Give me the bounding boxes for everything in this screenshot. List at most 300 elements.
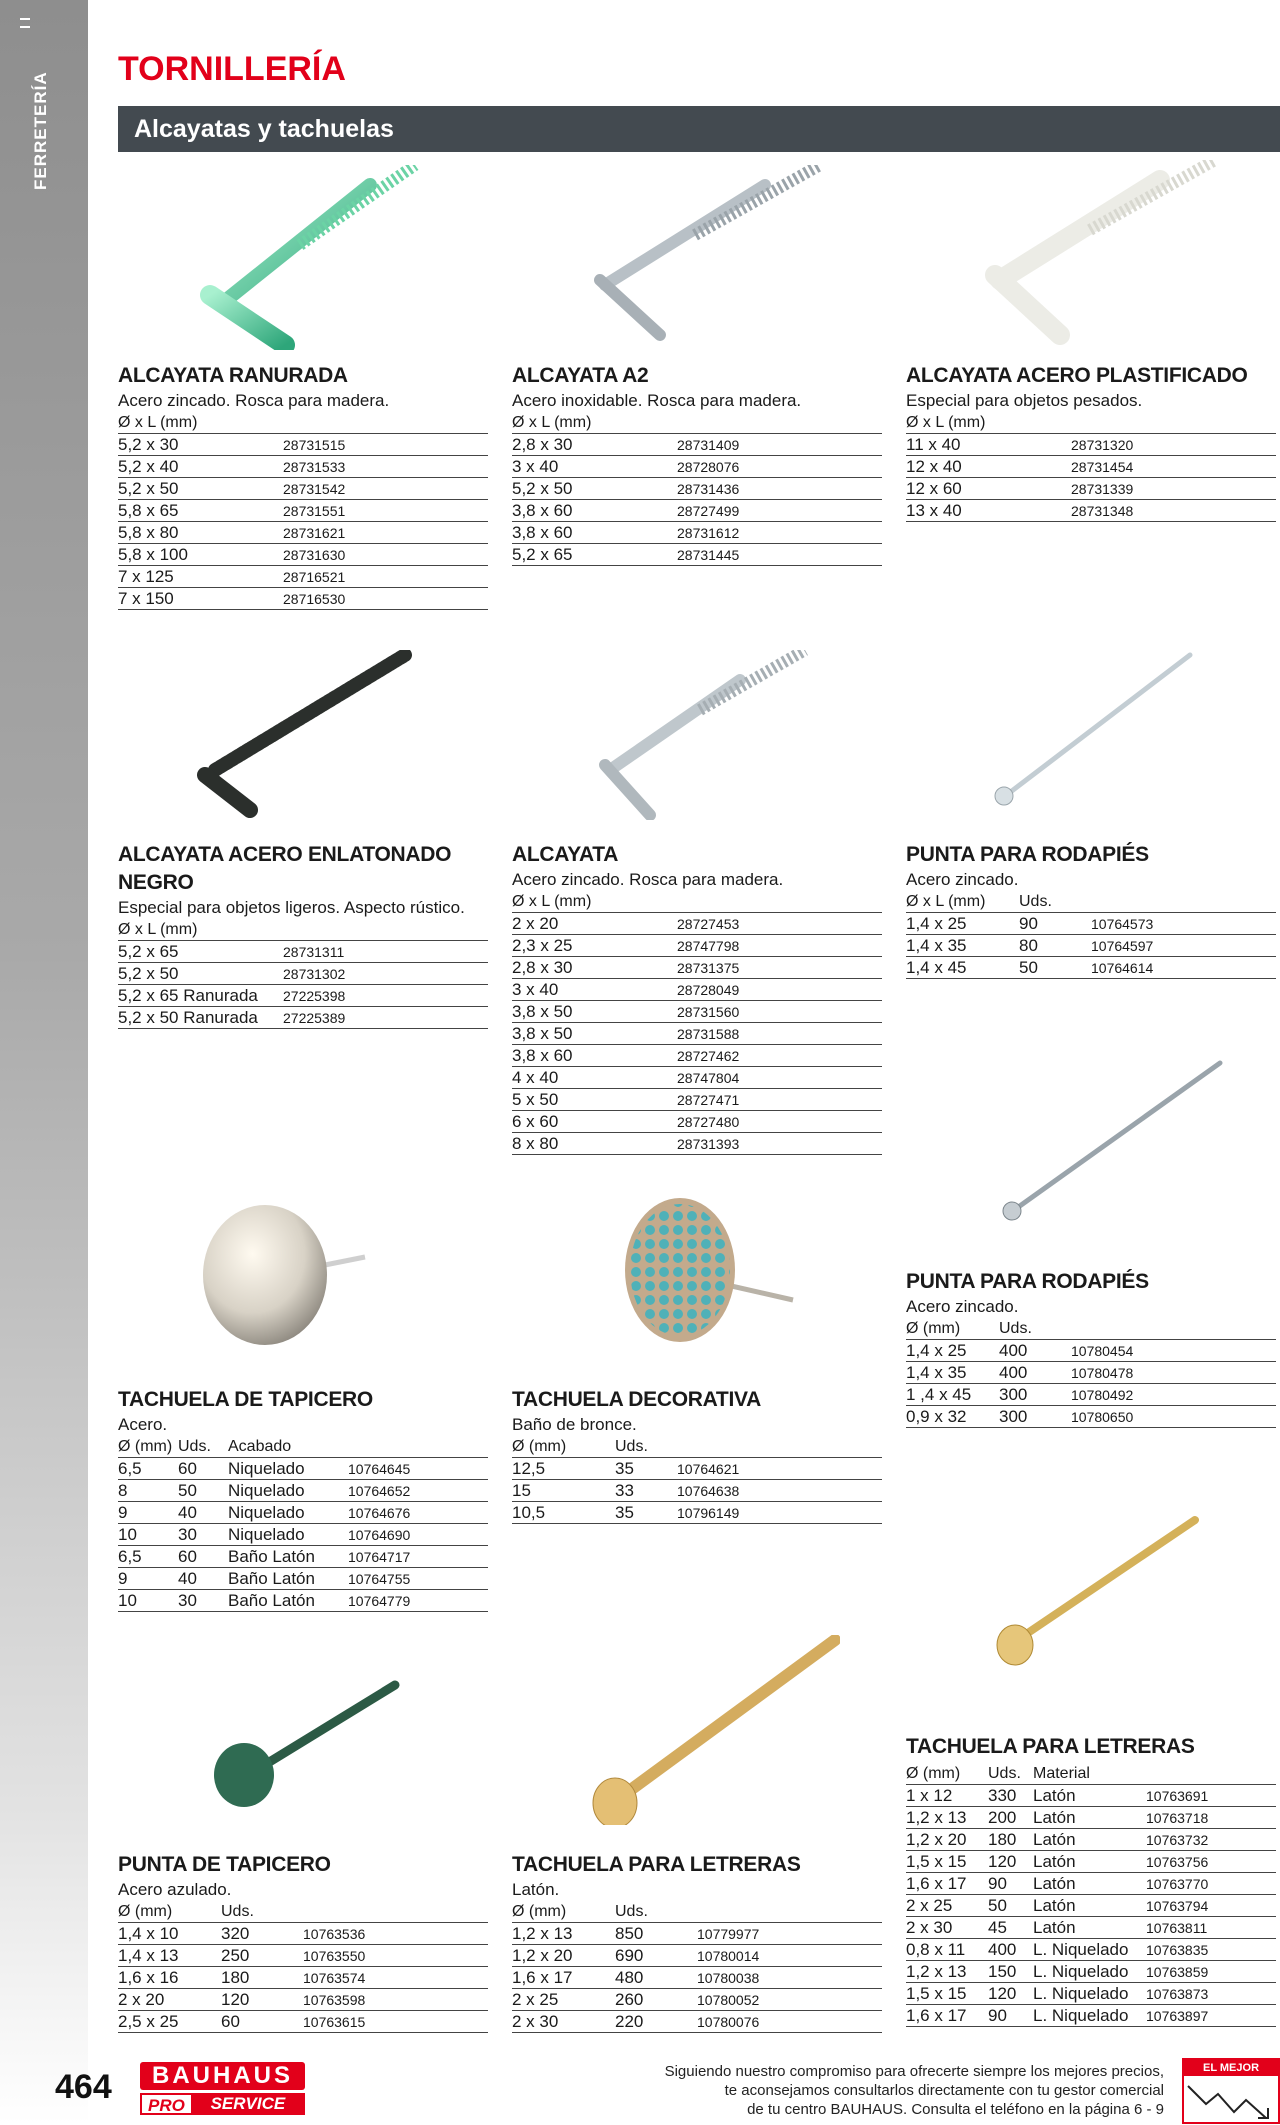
product-desc: Acero zincado.: [906, 1297, 1019, 1316]
spec-cell: 3,8 x 50: [512, 1001, 677, 1023]
spec-cell: Niquelado: [228, 1524, 348, 1546]
product-title: ALCAYATA RANURADA: [118, 364, 348, 387]
article-code: 10764676: [348, 1502, 488, 1524]
spec-cell: 45: [988, 1917, 1033, 1939]
black-hook-image: [195, 650, 425, 820]
table-header: [512, 1901, 882, 1923]
spec-cell: Baño Latón: [228, 1546, 348, 1568]
spec-table: [118, 1436, 488, 1612]
product-title: PUNTA DE TAPICERO: [118, 1853, 331, 1876]
spec-cell: 2 x 20: [118, 1989, 221, 2011]
spec-cell: 9: [118, 1568, 178, 1590]
article-code: 28731302: [283, 963, 488, 985]
spec-cell: 2 x 30: [906, 1917, 988, 1939]
article-code: 28731612: [677, 522, 882, 544]
article-code: 10763859: [1146, 1961, 1276, 1983]
spec-cell: 5,2 x 40: [118, 456, 283, 478]
table-row: [512, 979, 882, 1001]
spec-table: [512, 891, 882, 1155]
article-code: 28731409: [677, 434, 882, 456]
table-row: [118, 1945, 488, 1967]
section-title: Alcayatas y tachuelas: [134, 115, 394, 143]
article-code: 28728076: [677, 456, 882, 478]
spec-cell: 120: [988, 1983, 1033, 2005]
spec-cell: 6 x 60: [512, 1111, 677, 1133]
baseboard-nail-2-image: [995, 1058, 1225, 1233]
spec-table: [906, 1763, 1276, 2027]
column-header: Uds.: [221, 1901, 303, 1923]
spec-cell: 1,2 x 13: [906, 1807, 988, 1829]
spec-cell: 400: [999, 1340, 1071, 1362]
table-row: [512, 913, 882, 935]
article-code: 10764779: [348, 1590, 488, 1612]
article-code: 28727471: [677, 1089, 882, 1111]
spec-cell: 1,4 x 35: [906, 1362, 999, 1384]
column-header: Uds.: [999, 1318, 1071, 1340]
spec-cell: 2 x 25: [512, 1989, 615, 2011]
article-code: 28731339: [1071, 478, 1276, 500]
spec-cell: 2,8 x 30: [512, 434, 677, 456]
product-desc: Acero azulado.: [118, 1880, 232, 1899]
spec-cell: 5,8 x 80: [118, 522, 283, 544]
table-row: [512, 1480, 882, 1502]
table-header: [906, 891, 1276, 913]
spec-cell: 180: [988, 1829, 1033, 1851]
column-header: Uds.: [615, 1436, 677, 1458]
article-code: 28747804: [677, 1067, 882, 1089]
spec-cell: 5,2 x 50: [118, 963, 283, 985]
column-header: Ø x L (mm): [512, 412, 677, 434]
article-code: 10764597: [1091, 935, 1276, 957]
product-title: PUNTA PARA RODAPIÉS: [906, 1270, 1149, 1293]
product-desc: Baño de bronce.: [512, 1415, 637, 1434]
note-line: Siguiendo nuestro compromiso para ofrecerte siempre los mejores precios,: [664, 2063, 1164, 2080]
table-row: [118, 1989, 488, 2011]
spec-cell: 1 x 12: [906, 1785, 988, 1807]
table-row: [118, 1967, 488, 1989]
section-header: [118, 106, 1280, 152]
column-header: Material: [1033, 1763, 1146, 1785]
column-header: Ø x L (mm): [512, 891, 677, 913]
badge-label: EL MEJOR PRECIO: [1184, 2060, 1278, 2076]
table-row: [512, 1945, 882, 1967]
table-row: [906, 1873, 1276, 1895]
column-header: [677, 891, 882, 913]
table-row: [906, 434, 1276, 456]
decorative-tack-image: [615, 1195, 795, 1355]
article-code: 10763794: [1146, 1895, 1276, 1917]
product-title: TACHUELA PARA LETRERAS: [512, 1853, 801, 1876]
spec-cell: 9: [118, 1502, 178, 1524]
table-row: [906, 1895, 1276, 1917]
spec-cell: 50: [178, 1480, 228, 1502]
side-strip: [0, 0, 88, 2124]
spec-cell: 50: [1019, 957, 1091, 979]
article-code: 28731560: [677, 1001, 882, 1023]
article-code: 28716521: [283, 566, 488, 588]
table-row: [906, 500, 1276, 522]
spec-cell: 320: [221, 1923, 303, 1945]
article-code: 28731348: [1071, 500, 1276, 522]
spec-cell: 1,6 x 17: [906, 2005, 988, 2027]
baseboard-nail-image: [990, 650, 1200, 815]
spec-cell: 2,3 x 25: [512, 935, 677, 957]
spec-cell: 5,2 x 65: [118, 941, 283, 963]
article-code: 10763550: [303, 1945, 488, 1967]
table-row: [512, 1967, 882, 1989]
article-code: 10780038: [697, 1967, 882, 1989]
note-line: de tu centro BAUHAUS. Consulta el teléfono en la página 6 - 9: [747, 2101, 1164, 2118]
column-header: [303, 1901, 488, 1923]
spec-cell: Niquelado: [228, 1480, 348, 1502]
spec-cell: 2 x 30: [512, 2011, 615, 2033]
table-row: [906, 1917, 1276, 1939]
column-header: Uds.: [988, 1763, 1033, 1785]
best-price-badge: [1182, 2058, 1280, 2124]
article-code: 28716530: [283, 588, 488, 610]
spec-cell: 400: [988, 1939, 1033, 1961]
article-code: 28727462: [677, 1045, 882, 1067]
spec-cell: 200: [988, 1807, 1033, 1829]
article-code: 10780478: [1071, 1362, 1276, 1384]
article-code: 10763811: [1146, 1917, 1276, 1939]
spec-cell: Baño Latón: [228, 1590, 348, 1612]
green-hook-image: [190, 165, 430, 350]
spec-cell: 7 x 150: [118, 588, 283, 610]
table-row: [512, 1458, 882, 1480]
spec-cell: 3,8 x 60: [512, 1045, 677, 1067]
column-header: Uds.: [1019, 891, 1091, 913]
spec-cell: L. Niquelado: [1033, 1983, 1146, 2005]
upholstery-tack-image: [200, 1195, 370, 1355]
table-row: [118, 1546, 488, 1568]
article-code: 28731588: [677, 1023, 882, 1045]
product-alcayata-ranurada: [118, 362, 488, 610]
article-code: 10779977: [697, 1923, 882, 1945]
product-alcayata: [512, 841, 882, 1155]
spec-cell: 60: [221, 2011, 303, 2033]
article-code: 10796149: [677, 1502, 882, 1524]
spec-cell: Latón: [1033, 1917, 1146, 1939]
plastic-hook-image: [980, 160, 1220, 350]
spec-cell: 1,2 x 20: [512, 1945, 615, 1967]
spec-cell: Niquelado: [228, 1458, 348, 1480]
spec-cell: 330: [988, 1785, 1033, 1807]
table-header: [512, 412, 882, 434]
table-row: [118, 2011, 488, 2033]
column-header: [677, 1436, 882, 1458]
table-row: [512, 957, 882, 979]
article-code: 27225398: [283, 985, 488, 1007]
spec-table: [906, 412, 1276, 522]
column-header: Ø x L (mm): [906, 412, 1071, 434]
column-header: Ø (mm): [118, 1901, 221, 1923]
product-desc: Especial para objetos pesados.: [906, 391, 1143, 410]
spec-cell: 2,8 x 30: [512, 957, 677, 979]
table-row: [512, 1502, 882, 1524]
article-code: 10763756: [1146, 1851, 1276, 1873]
article-code: 28727499: [677, 500, 882, 522]
spec-cell: 30: [178, 1524, 228, 1546]
table-header: [512, 891, 882, 913]
spec-cell: 2 x 25: [906, 1895, 988, 1917]
column-header: [1071, 1318, 1276, 1340]
column-header: Ø (mm): [512, 1901, 615, 1923]
table-row: [512, 500, 882, 522]
table-row: [118, 985, 488, 1007]
table-row: [906, 1983, 1276, 2005]
spec-cell: 4 x 40: [512, 1067, 677, 1089]
spec-cell: 260: [615, 1989, 697, 2011]
spec-cell: 5,2 x 50: [512, 478, 677, 500]
spec-cell: 80: [1019, 935, 1091, 957]
product-title: ALCAYATA A2: [512, 364, 649, 387]
spec-cell: 90: [1019, 913, 1091, 935]
spec-cell: Baño Latón: [228, 1568, 348, 1590]
spec-cell: Latón: [1033, 1851, 1146, 1873]
product-title: ALCAYATA: [512, 843, 619, 866]
article-code: 28731551: [283, 500, 488, 522]
article-code: 10764573: [1091, 913, 1276, 935]
product-alcayata-plastificado: [906, 362, 1276, 522]
table-row: [118, 963, 488, 985]
spec-cell: Niquelado: [228, 1502, 348, 1524]
table-row: [118, 1502, 488, 1524]
table-row: [118, 1458, 488, 1480]
table-row: [512, 1089, 882, 1111]
article-code: 10763598: [303, 1989, 488, 2011]
article-code: 10764755: [348, 1568, 488, 1590]
spec-cell: 15: [512, 1480, 615, 1502]
table-header: [906, 1318, 1276, 1340]
article-code: 10764645: [348, 1458, 488, 1480]
spec-cell: 8: [118, 1480, 178, 1502]
spec-cell: 33: [615, 1480, 677, 1502]
table-row: [512, 1045, 882, 1067]
product-tachuela-tapicero: [118, 1386, 488, 1612]
product-title: ALCAYATA ACERO ENLATONADO NEGRO: [118, 843, 452, 894]
spec-cell: 5 x 50: [512, 1089, 677, 1111]
table-row: [118, 1007, 488, 1029]
blue-upholstery-nail-image: [210, 1680, 400, 1810]
column-header: Ø x L (mm): [118, 919, 283, 941]
page-title: TORNILLERÍA: [118, 50, 346, 88]
spec-cell: 6,5: [118, 1458, 178, 1480]
page-number: 464: [55, 2068, 112, 2106]
table-row: [906, 1961, 1276, 1983]
logo-pro: PRO: [140, 2093, 191, 2115]
column-header: Ø (mm): [906, 1763, 988, 1785]
table-row: [512, 522, 882, 544]
article-code: 10764717: [348, 1546, 488, 1568]
article-code: 28731533: [283, 456, 488, 478]
article-code: 28731630: [283, 544, 488, 566]
spec-cell: 60: [178, 1546, 228, 1568]
spec-cell: 35: [615, 1502, 677, 1524]
article-code: 28731542: [283, 478, 488, 500]
price-note: [604, 2062, 1164, 2119]
product-desc: Acero inoxidable. Rosca para madera.: [512, 391, 802, 410]
product-desc: Especial para objetos ligeros. Aspecto rústico.: [118, 898, 465, 917]
column-header: [677, 412, 882, 434]
article-code: 28728049: [677, 979, 882, 1001]
table-row: [512, 544, 882, 566]
table-header: [906, 1763, 1276, 1785]
table-row: [118, 1568, 488, 1590]
spec-cell: 1,5 x 15: [906, 1983, 988, 2005]
column-header: [1091, 891, 1276, 913]
product-tachuela-letreras-2: [512, 1851, 882, 2033]
product-title: TACHUELA DECORATIVA: [512, 1388, 762, 1411]
table-row: [906, 2005, 1276, 2027]
spec-cell: 1,4 x 45: [906, 957, 1019, 979]
product-punta-rodapies-2: [906, 1268, 1276, 1428]
spec-cell: 60: [178, 1458, 228, 1480]
table-row: [906, 957, 1276, 979]
table-header: [906, 412, 1276, 434]
logo-service: SERVICE: [191, 2093, 305, 2115]
table-row: [118, 1923, 488, 1945]
product-punta-rodapies: [906, 841, 1276, 979]
table-row: [118, 1480, 488, 1502]
spec-cell: 40: [178, 1568, 228, 1590]
spec-cell: 50: [988, 1895, 1033, 1917]
spec-cell: 150: [988, 1961, 1033, 1983]
article-code: 10763732: [1146, 1829, 1276, 1851]
table-row: [906, 1384, 1276, 1406]
spec-cell: Latón: [1033, 1829, 1146, 1851]
spec-cell: 120: [221, 1989, 303, 2011]
spec-cell: 0,8 x 11: [906, 1939, 988, 1961]
spec-cell: Latón: [1033, 1807, 1146, 1829]
table-row: [118, 1590, 488, 1612]
table-row: [906, 1939, 1276, 1961]
spec-table: [512, 412, 882, 566]
column-header: Ø (mm): [512, 1436, 615, 1458]
spec-table: [118, 1901, 488, 2033]
product-title: PUNTA PARA RODAPIÉS: [906, 843, 1149, 866]
spec-cell: 90: [988, 2005, 1033, 2027]
product-desc: Acero zincado. Rosca para madera.: [118, 391, 390, 410]
article-code: 10763536: [303, 1923, 488, 1945]
table-row: [512, 434, 882, 456]
spec-cell: 90: [988, 1873, 1033, 1895]
spec-cell: L. Niquelado: [1033, 1961, 1146, 1983]
table-row: [906, 1362, 1276, 1384]
table-row: [906, 1851, 1276, 1873]
table-row: [512, 1923, 882, 1945]
spec-cell: 30: [178, 1590, 228, 1612]
spec-cell: 1,2 x 20: [906, 1829, 988, 1851]
article-code: 10764652: [348, 1480, 488, 1502]
logo-subline: [140, 2093, 305, 2115]
table-row: [512, 1111, 882, 1133]
spec-cell: 5,2 x 50 Ranurada: [118, 1007, 283, 1029]
column-header: [348, 1436, 488, 1458]
article-code: 28731621: [283, 522, 488, 544]
table-row: [118, 500, 488, 522]
spec-table: [906, 1318, 1276, 1428]
spec-cell: 1,4 x 10: [118, 1923, 221, 1945]
article-code: 28731454: [1071, 456, 1276, 478]
spec-cell: 12,5: [512, 1458, 615, 1480]
spec-cell: 300: [999, 1406, 1071, 1428]
article-code: 10764690: [348, 1524, 488, 1546]
bauhaus-logo: [140, 2062, 305, 2115]
spec-cell: 1,6 x 17: [512, 1967, 615, 1989]
spec-cell: 3,8 x 50: [512, 1023, 677, 1045]
spec-cell: 1,4 x 13: [118, 1945, 221, 1967]
table-row: [118, 588, 488, 610]
zinc-hook-image: [590, 650, 820, 820]
table-header: [118, 1901, 488, 1923]
article-code: 10764621: [677, 1458, 882, 1480]
spec-cell: L. Niquelado: [1033, 1939, 1146, 1961]
product-tachuela-decorativa: [512, 1386, 882, 1524]
article-code: 10763574: [303, 1967, 488, 1989]
article-code: 10764614: [1091, 957, 1276, 979]
spec-cell: 3,8 x 60: [512, 500, 677, 522]
spec-cell: 250: [221, 1945, 303, 1967]
table-row: [118, 941, 488, 963]
spec-cell: 5,2 x 50: [118, 478, 283, 500]
product-punta-tapicero: [118, 1851, 488, 2033]
product-title: ALCAYATA ACERO PLASTIFICADO: [906, 364, 1248, 387]
article-code: 28731311: [283, 941, 488, 963]
spec-cell: 5,2 x 30: [118, 434, 283, 456]
article-code: 10764638: [677, 1480, 882, 1502]
product-desc: Acero zincado. Rosca para madera.: [512, 870, 784, 889]
spec-cell: 10: [118, 1524, 178, 1546]
spec-cell: 12 x 60: [906, 478, 1071, 500]
column-header: Uds.: [178, 1436, 228, 1458]
column-header: Ø x L (mm): [118, 412, 283, 434]
spec-cell: 3 x 40: [512, 456, 677, 478]
table-row: [512, 456, 882, 478]
spec-cell: 1,6 x 17: [906, 1873, 988, 1895]
table-row: [906, 1340, 1276, 1362]
product-title: TACHUELA DE TAPICERO: [118, 1388, 373, 1411]
spec-cell: 1,4 x 35: [906, 935, 1019, 957]
product-desc: Acero.: [118, 1415, 168, 1434]
article-code: 10763835: [1146, 1939, 1276, 1961]
spec-cell: 1,6 x 16: [118, 1967, 221, 1989]
table-row: [906, 478, 1276, 500]
product-desc: Latón.: [512, 1880, 560, 1899]
table-header: [118, 1436, 488, 1458]
spec-cell: 1,5 x 15: [906, 1851, 988, 1873]
table-row: [906, 1829, 1276, 1851]
spec-cell: 1 ,4 x 45: [906, 1384, 999, 1406]
spec-cell: 480: [615, 1967, 697, 1989]
spec-cell: 10,5: [512, 1502, 615, 1524]
spec-cell: 0,9 x 32: [906, 1406, 999, 1428]
product-alcayata-negro: [118, 841, 488, 1029]
menu-icon: [20, 18, 30, 28]
spec-cell: 180: [221, 1967, 303, 1989]
spec-cell: 13 x 40: [906, 500, 1071, 522]
product-desc: Acero zincado.: [906, 870, 1019, 889]
table-row: [906, 1406, 1276, 1428]
article-code: 10780014: [697, 1945, 882, 1967]
spec-cell: 400: [999, 1362, 1071, 1384]
article-code: 10763718: [1146, 1807, 1276, 1829]
article-code: 10780052: [697, 1989, 882, 2011]
spec-cell: 11 x 40: [906, 434, 1071, 456]
brass-sign-nail-2-image: [590, 1635, 840, 1825]
spec-cell: 1,2 x 13: [906, 1961, 988, 1983]
article-code: 27225389: [283, 1007, 488, 1029]
